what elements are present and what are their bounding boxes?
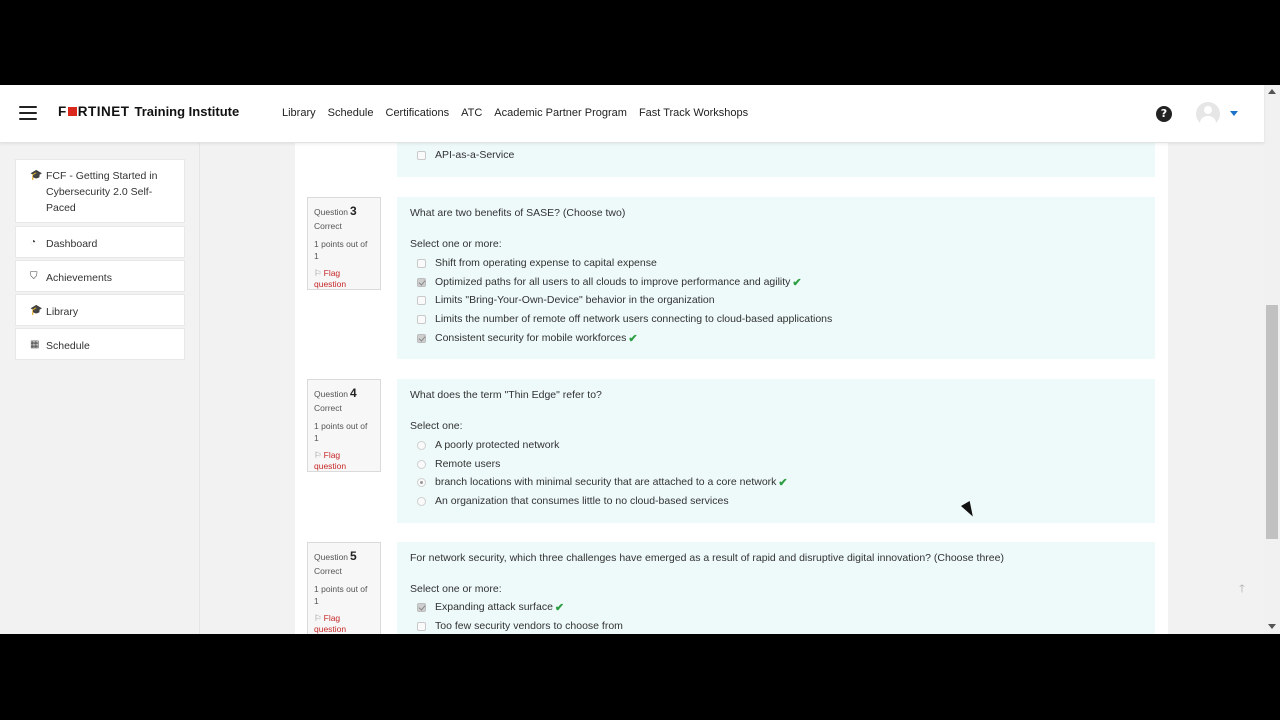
flag-icon: ⚐ (314, 450, 322, 460)
radio-selected[interactable] (417, 478, 426, 487)
answer-text: A poorly protected network (435, 439, 560, 451)
nav-library[interactable]: Library (282, 107, 316, 119)
correct-check-icon: ✔ (792, 276, 802, 289)
question-state: Correct (314, 403, 342, 413)
answer-text: Consistent security for mobile workforces (435, 332, 627, 344)
answer-text: Too few security vendors to choose from (435, 620, 623, 632)
scroll-down-arrow-icon[interactable] (1268, 624, 1276, 629)
top-navbar (0, 85, 1264, 143)
answer-text: An organization that consumes little to no cloud-based services (435, 495, 729, 507)
flag-question-link[interactable]: ⚐ Flag question (314, 613, 347, 634)
checkbox[interactable] (417, 151, 426, 160)
answer-option[interactable] (417, 275, 802, 289)
checkbox-checked[interactable] (417, 278, 426, 287)
calendar-icon: ▦ (30, 339, 40, 350)
user-menu-caret-icon[interactable] (1230, 111, 1238, 116)
question-grade: 1 points out of 1 (314, 584, 368, 606)
sidebar-item-library[interactable] (15, 294, 185, 326)
answer-text: API-as-a-Service (435, 149, 515, 161)
scroll-up-arrow-icon[interactable] (1268, 89, 1276, 94)
answer-text: Remote users (435, 458, 501, 470)
answer-text: Limits "Bring-Your-Own-Device" behavior in the organization (435, 294, 715, 306)
browser-viewport (0, 85, 1280, 634)
question-text: For network security, which three challenges have emerged as a result of rapid and disruptive digital innovation? (Choose three) (410, 552, 1004, 564)
answer-prompt: Select one: (410, 420, 463, 432)
question-state: Correct (314, 566, 342, 576)
avatar[interactable] (1196, 102, 1220, 126)
question-grade: 1 points out of 1 (314, 421, 368, 443)
quiz-review-page (295, 143, 1168, 634)
nav-certifications[interactable]: Certifications (385, 107, 450, 119)
question-4-info (307, 379, 381, 472)
brand-name: Training Institute (134, 104, 240, 119)
question-3-content (397, 197, 1155, 359)
checkbox-checked[interactable] (417, 603, 426, 612)
answer-option[interactable] (417, 457, 500, 471)
answer-text: Shift from operating expense to capital expense (435, 257, 657, 269)
question-number: Question 3 (314, 204, 357, 218)
flag-question-link[interactable]: ⚐ Flag question (314, 268, 347, 289)
flag-icon: ⚐ (314, 613, 322, 623)
back-to-top-icon[interactable]: 🡑 (1239, 582, 1245, 595)
question-4-content (397, 379, 1155, 523)
checkbox[interactable] (417, 296, 426, 305)
nav-schedule[interactable]: Schedule (327, 107, 374, 119)
sidebar-item-schedule[interactable] (15, 328, 185, 360)
course-title: FCF - Getting Started in Cybersecurity 2.0 Self-Paced (46, 170, 158, 214)
graduation-cap-icon: 🎓 (30, 170, 43, 181)
radio[interactable] (417, 441, 426, 450)
radio[interactable] (417, 497, 426, 506)
correct-check-icon: ✔ (778, 476, 788, 489)
checkbox[interactable] (417, 622, 426, 631)
main-nav (282, 107, 760, 119)
flag-question-link[interactable]: ⚐ Flag question (314, 450, 347, 471)
correct-check-icon: ✔ (554, 601, 565, 614)
radio[interactable] (417, 460, 426, 469)
question-number: Question 4 (314, 386, 357, 400)
checkbox-checked[interactable] (417, 334, 426, 343)
graduation-cap-icon: 🎓 (30, 305, 43, 316)
answer-text: Limits the number of remote off network users connecting to cloud-based applications (435, 313, 833, 325)
vertical-scrollbar[interactable] (1264, 85, 1280, 634)
answer-option[interactable] (417, 148, 514, 162)
correct-check-icon: ✔ (628, 332, 638, 345)
answer-option[interactable] (417, 312, 832, 326)
nav-fast-track-workshops[interactable]: Fast Track Workshops (638, 107, 749, 119)
flag-icon: ⚐ (314, 268, 322, 278)
answer-option[interactable] (417, 331, 638, 345)
question-5-info (307, 542, 381, 634)
menu-icon[interactable] (19, 106, 37, 120)
dashboard-icon: ◔ (30, 237, 37, 248)
answer-option[interactable] (417, 475, 788, 489)
sidebar-item-label: Library (46, 306, 79, 318)
sidebar-item-course[interactable] (15, 159, 185, 223)
question-2-answers (397, 143, 1155, 177)
question-text: What does the term "Thin Edge" refer to? (410, 389, 602, 401)
sidebar-item-label: Schedule (46, 340, 90, 352)
answer-option[interactable] (417, 293, 715, 307)
nav-academic-partner-program[interactable]: Academic Partner Program (494, 107, 627, 119)
fortinet-logo: F RTINET (58, 104, 130, 119)
answer-text: branch locations with minimal security that are attached to a core network (435, 476, 777, 488)
sidebar-item-label: Achievements (46, 272, 112, 284)
answer-text: Optimized paths for all users to all clouds to improve performance and agility (435, 276, 791, 288)
answer-prompt: Select one or more: (410, 583, 502, 595)
sidebar-item-label: Dashboard (46, 238, 98, 250)
question-3-info (307, 197, 381, 290)
answer-prompt: Select one or more: (410, 238, 502, 250)
help-icon[interactable]: ? (1156, 106, 1172, 122)
sidebar-item-dashboard[interactable] (15, 226, 185, 258)
answer-text: Expanding attack surface (435, 601, 553, 613)
answer-option[interactable] (417, 438, 559, 452)
question-5-content (397, 542, 1155, 634)
answer-option[interactable] (417, 494, 729, 508)
sidebar-item-achievements[interactable] (15, 260, 185, 292)
checkbox[interactable] (417, 315, 426, 324)
shield-icon: ⛉ (30, 271, 38, 282)
checkbox[interactable] (417, 259, 426, 268)
answer-option[interactable] (417, 256, 657, 270)
answer-option[interactable] (417, 619, 623, 633)
question-text: What are two benefits of SASE? (Choose two) (410, 207, 626, 219)
left-drawer (0, 143, 200, 634)
question-grade: 1 points out of 1 (314, 239, 368, 261)
scroll-thumb[interactable] (1266, 305, 1278, 539)
nav-atc[interactable]: ATC (461, 107, 483, 119)
question-number: Question 5 (314, 549, 357, 563)
brand[interactable] (58, 104, 239, 119)
question-state: Correct (314, 221, 342, 231)
answer-option[interactable] (417, 600, 564, 614)
